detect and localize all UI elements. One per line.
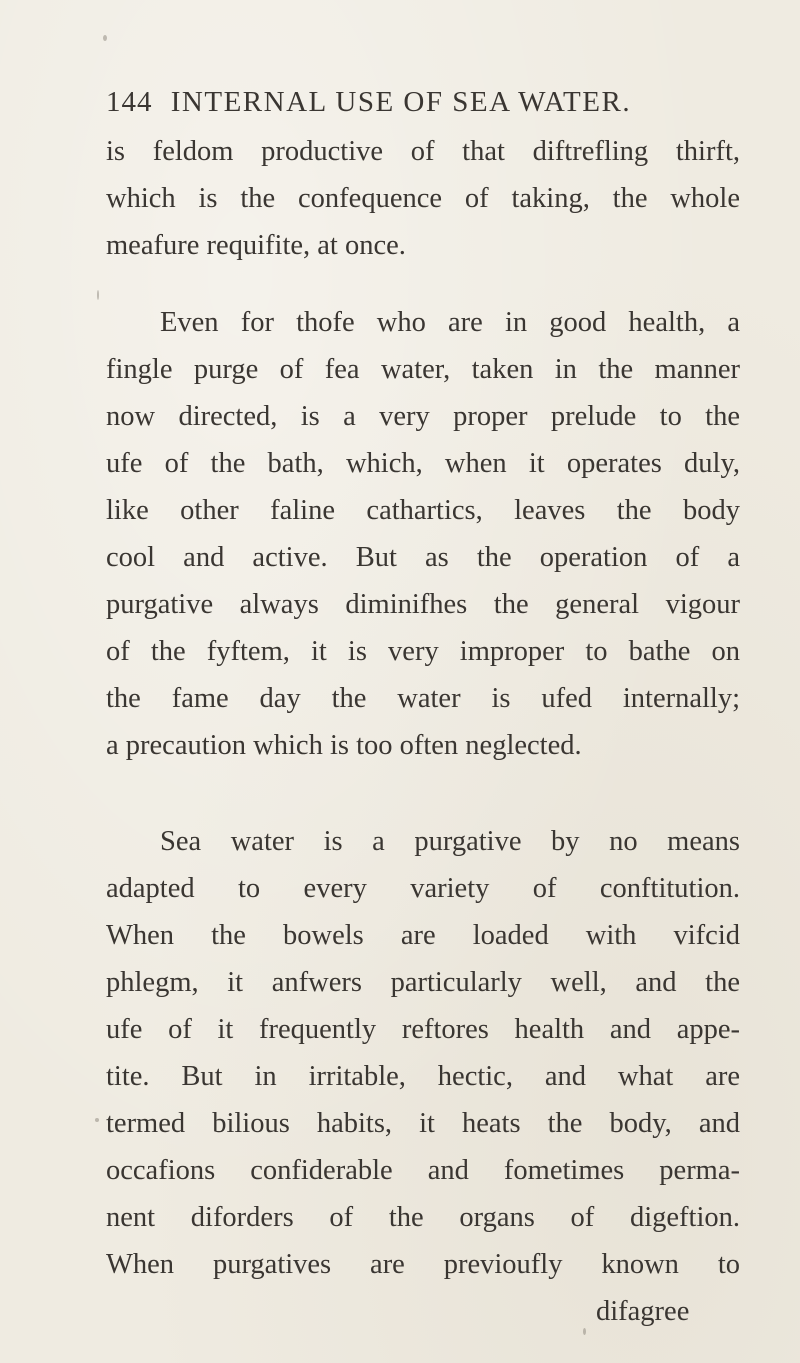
text-line: of the fyftem, it is very improper to bathe on [106,636,740,667]
text-line: termed bilious habits, it heats the body, and [106,1108,740,1139]
text-line: nent diforders of the organs of digeftion. [106,1202,740,1233]
paper-speck [95,1118,99,1122]
paper-speck [97,290,99,300]
text-line: ufe of the bath, which, when it operates duly, [106,448,740,479]
text-line: fingle purge of fea water, taken in the manner [106,354,740,385]
text-line: meafure requifite, at once. [106,230,406,261]
text-line: the fame day the water is ufed internally; [106,683,740,714]
text-line: adapted to every variety of conftitution. [106,873,740,904]
text-line: Sea water is a purgative by no means [160,826,740,857]
text-line: phlegm, it anfwers particularly well, and the [106,967,740,998]
text-line: When purgatives are previoufly known to [106,1249,740,1280]
text-line: cool and active. But as the operation of a [106,542,740,573]
text-line: purgative always diminifhes the general vigour [106,589,740,620]
paper-speck [583,1328,586,1335]
text-line: which is the confequence of taking, the whole [106,183,740,214]
text-line: tite. But in irritable, hectic, and what are [106,1061,740,1092]
text-line: a precaution which is too often neglected. [106,730,582,761]
running-title: INTERNAL USE OF SEA WATER. [170,86,632,118]
text-line: ufe of it frequently reftores health and appe- [106,1014,740,1045]
text-line: occafions confiderable and fometimes perma- [106,1155,740,1186]
text-line: now directed, is a very proper prelude to the [106,401,740,432]
text-line: like other faline cathartics, leaves the body [106,495,740,526]
page-header [106,86,706,126]
page-number: 144 [106,86,153,118]
text-line: Even for thofe who are in good health, a [160,307,740,338]
text-line: is feldom productive of that diftrefling thirft, [106,136,740,167]
catchword: difagree [596,1296,690,1327]
text-line: When the bowels are loaded with vifcid [106,920,740,951]
paper-speck [103,35,107,41]
